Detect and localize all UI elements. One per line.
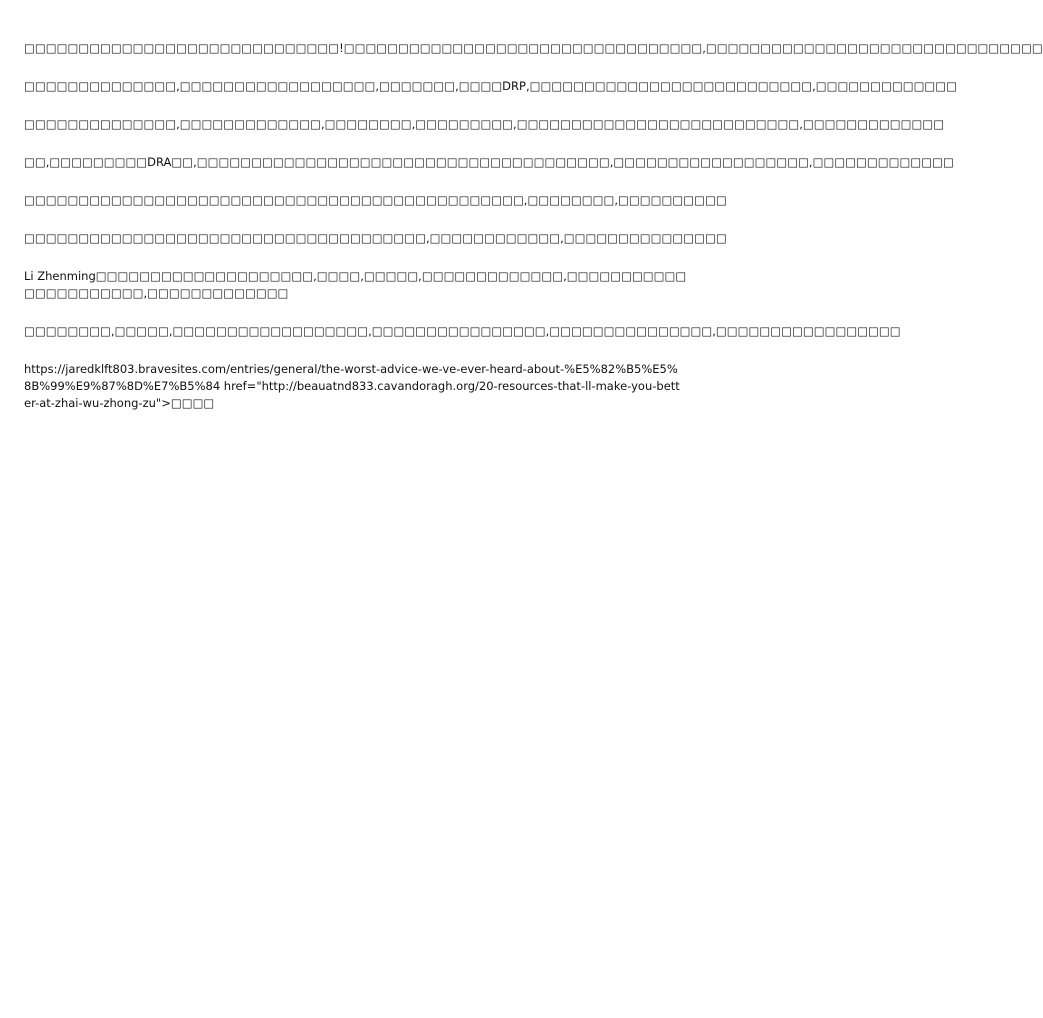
paragraph-5: □□□□□□□□□□□□□□□□□□□□□□□□□□□□□□□□□□□□□□□□□□□□□□,□□□□□□□□,□□□□□□□□□□ (24, 193, 727, 207)
paragraph-3: □□□□□□□□□□□□□□,□□□□□□□□□□□□□,□□□□□□□□,□□□□□□□□□,□□□□□□□□□□□□□□□□□□□□□□□□□□,□□□□□□□□□□□□□ (24, 117, 945, 131)
paragraph-1: □□□□□□□□□□□□□□□□□□□□□□□□□□□□□!□□□□□□□□□□□□□□□□□□□□□□□□□□□□□□□□□,□□□□□□□□□□□□□□□□□□□□□□□□□□□□□□□ (24, 41, 1043, 55)
paragraph-4: □□,□□□□□□□□□DRA□□,□□□□□□□□□□□□□□□□□□□□□□□□□□□□□□□□□□□□□□,□□□□□□□□□□□□□□□□□□,□□□□□□□□□□□□□ (24, 155, 954, 169)
link-text-paragraph[interactable]: https://jaredklft803.bravesites.com/entries/general/the-worst-advice-we-ve-ever-heard-about-%E5%82%B5%E5%8B%99%E9%87%8D%E7%B5%84 href="http://beauatnd833.cavandoragh.org/20-resources-that-ll-make-you-better-at-zhai-wu-zhong-zu">□□□□ (24, 362, 680, 410)
paragraph-6: □□□□□□□□□□□□□□□□□□□□□□□□□□□□□□□□□□□□□,□□□□□□□□□□□□,□□□□□□□□□□□□□□□ (24, 231, 727, 245)
document-body (24, 40, 1043, 433)
paragraph-7: Li Zhenming□□□□□□□□□□□□□□□□□□□□,□□□□,□□□□□,□□□□□□□□□□□□□,□□□□□□□□□□□□□□□□□□□□□□,□□□□□□□□□□□□□ (24, 269, 687, 300)
paragraph-8: □□□□□□□□,□□□□□,□□□□□□□□□□□□□□□□□□,□□□□□□□□□□□□□□□□,□□□□□□□□□□□□□□□,□□□□□□□□□□□□□□□□□ (24, 324, 901, 338)
paragraph-2: □□□□□□□□□□□□□□,□□□□□□□□□□□□□□□□□□,□□□□□□□,□□□□DRP,□□□□□□□□□□□□□□□□□□□□□□□□□□,□□□□□□□□□□□□□ (24, 79, 958, 93)
